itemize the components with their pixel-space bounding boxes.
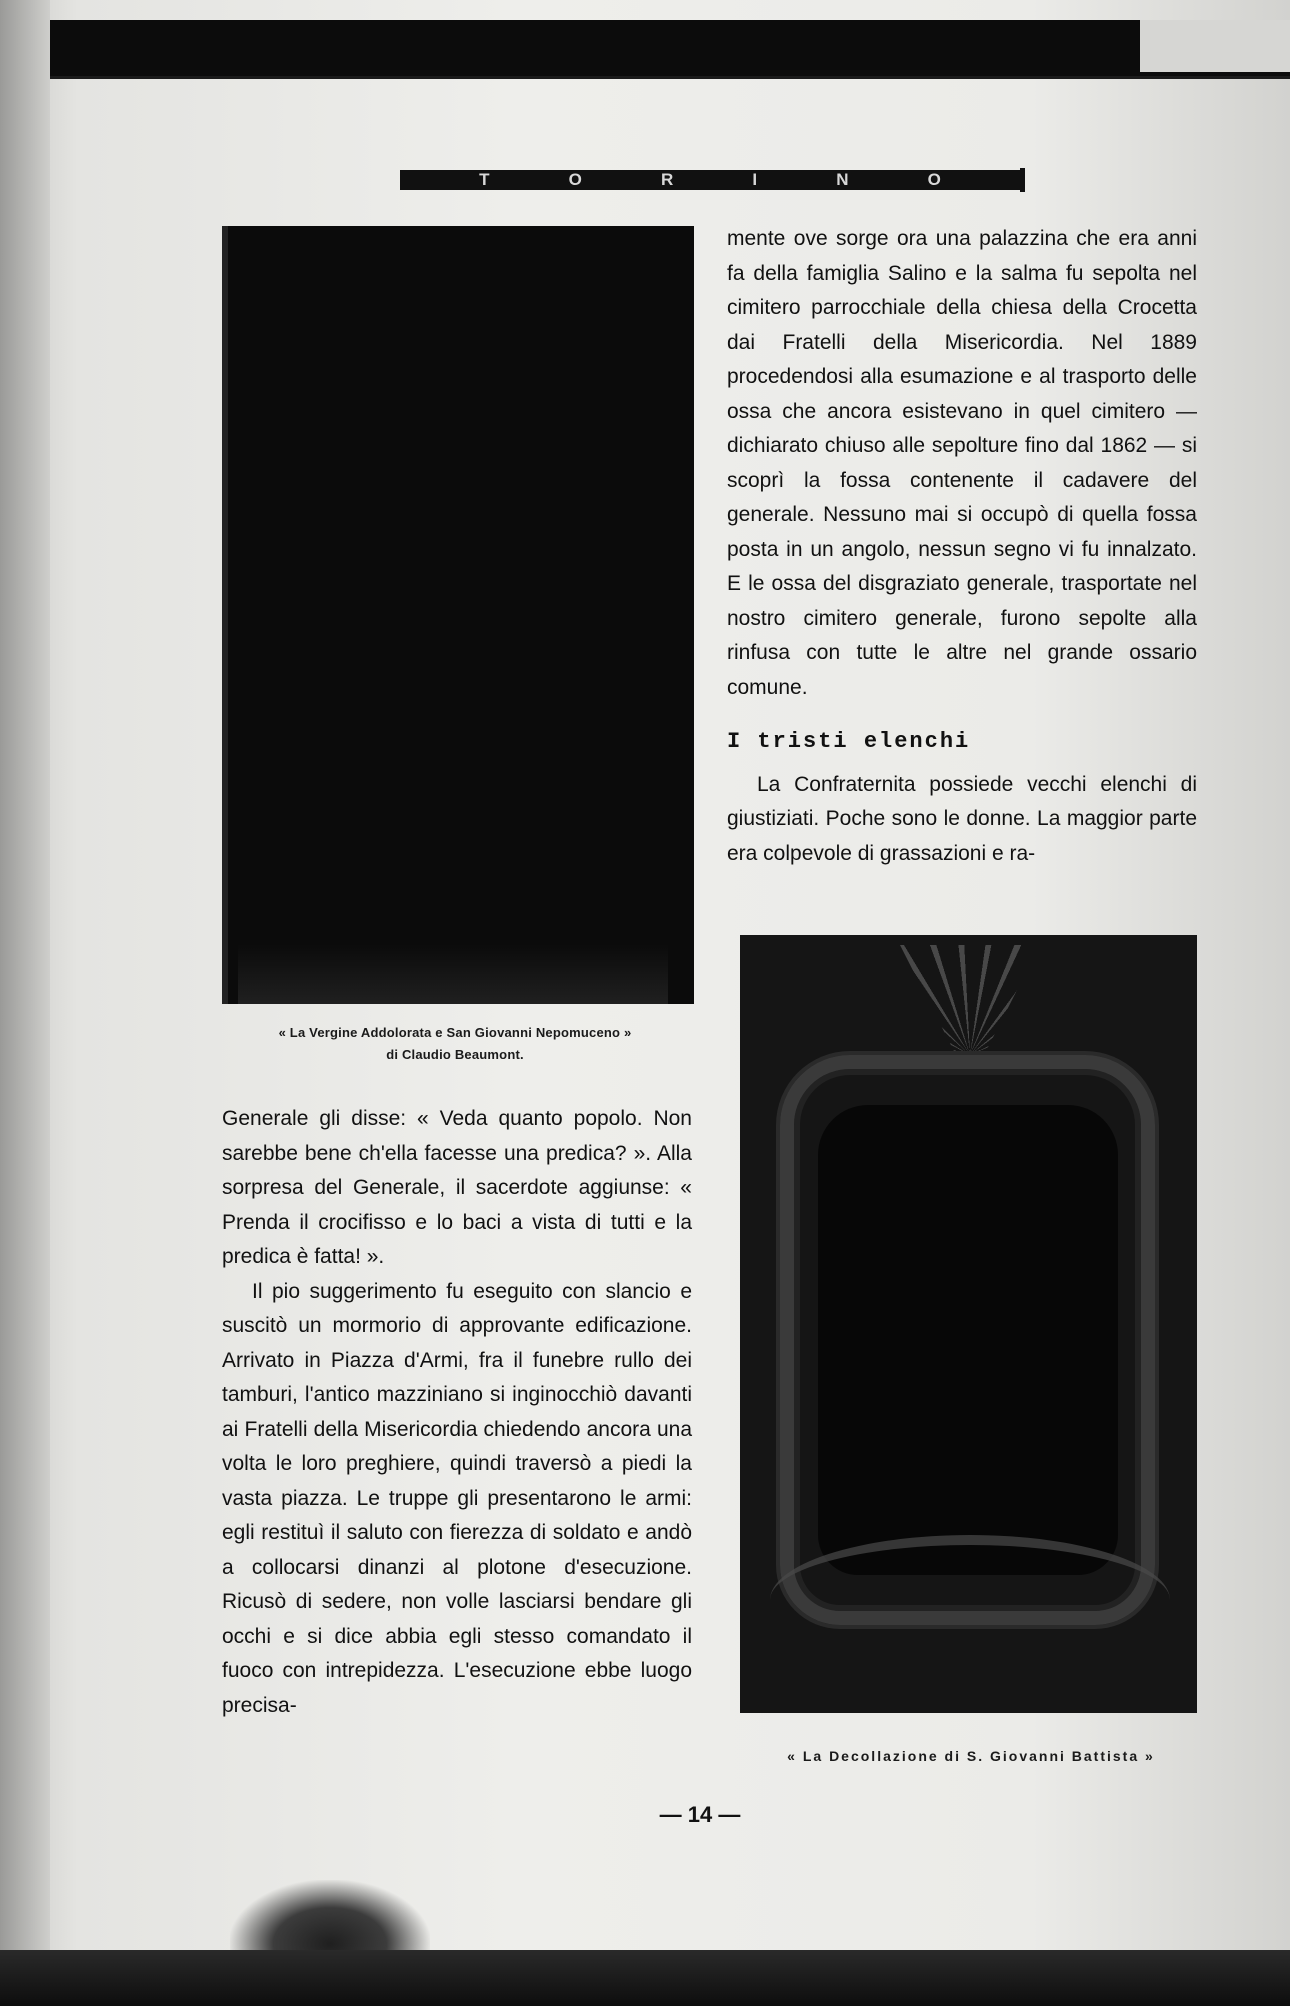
paragraph: Generale gli disse: « Veda quanto popolo. Non sarebbe bene ch'ella facesse una predica? ». Alla sorpresa del Generale, il sacerdote aggiunse: « Prenda il crocifisso e lo baci a vista di tutti e la predica è fatta! ».: [222, 1107, 692, 1268]
page-number: — 14 —: [659, 1802, 741, 1827]
painting-inner: [818, 1105, 1118, 1575]
text-column-right: [727, 222, 1197, 871]
header-letter: T: [479, 170, 490, 189]
header-letter: R: [660, 170, 674, 189]
header-letter: N: [836, 170, 849, 189]
running-header: [400, 170, 1020, 190]
caption-left-author: di Claudio Beaumont.: [386, 1047, 524, 1062]
caption-left-title: « La Vergine Addolorata e San Giovanni Nepomuceno »: [278, 1025, 632, 1040]
caption-right: « La Decollazione di S. Giovanni Battista »: [787, 1748, 1155, 1764]
painting-rays: [900, 945, 1040, 1055]
scan-top-band-gap: [1140, 20, 1290, 72]
header-letter: O: [927, 170, 941, 189]
header-letter: I: [752, 170, 758, 189]
scan-left-edge: [0, 0, 50, 2006]
painting-scrollwork: [770, 1535, 1170, 1665]
paragraph: mente ove sorge ora una palazzina che era anni fa della famiglia Salino e la salma fu sepolta nel cimitero parrocchiale della chiesa della Crocetta dai Fratelli della Misericordia. Nel 1889 procedendosi alla esumazione e al trasporto delle ossa che ancora esistevano in quel cimitero — dichiarato chiuso alle sepolture fino dal 1862 — si scoprì la fossa contenente il cadavere del generale. Nessuno mai si occupò di quella fossa posta in un angolo, nessun segno vi fu innalzato. E le ossa del disgraziato generale, trasportate nel nostro cimitero generale, furono sepolte alla rinfusa con tutte le altre nel grande ossario comune.: [727, 227, 1197, 699]
section-heading: I tristi elenchi: [727, 729, 971, 754]
text-column-left: [222, 1102, 692, 1723]
paragraph: La Confraternita possiede vecchi elenchi di giustiziati. Poche sono le donne. La maggior parte era colpevole di grassazioni e ra-: [727, 772, 1197, 865]
scan-top-band: [50, 20, 1290, 79]
scan-smudge: [230, 1880, 430, 1960]
header-letter: O: [568, 170, 582, 189]
painting-decollazione: [740, 935, 1197, 1713]
paragraph: Il pio suggerimento fu eseguito con slancio e suscitò un mormorio di approvante edificazione. Arrivato in Piazza d'Armi, fra il funebre rullo dei tamburi, l'antico mazziniano si inginocchiò davanti ai Fratelli della Misericordia chiedendo ancora una volta le loro preghiere, quindi traversò a piedi la vasta piazza. Le truppe gli presentarono le armi: egli restituì il saluto con fierezza di soldato e andò a collocarsi dinanzi al plotone d'esecuzione. Ricusò di sedere, non volle lasciarsi bendare gli occhi e si dice abbia egli stesso comandato il fuoco con intrepidezza. L'esecuzione ebbe luogo precisa-: [222, 1279, 692, 1717]
header-end-bar: [1020, 168, 1025, 192]
caption-left: [222, 1022, 688, 1066]
scan-bottom-band: [0, 1950, 1290, 2006]
painting-vergine-addolorata: [222, 226, 694, 1004]
